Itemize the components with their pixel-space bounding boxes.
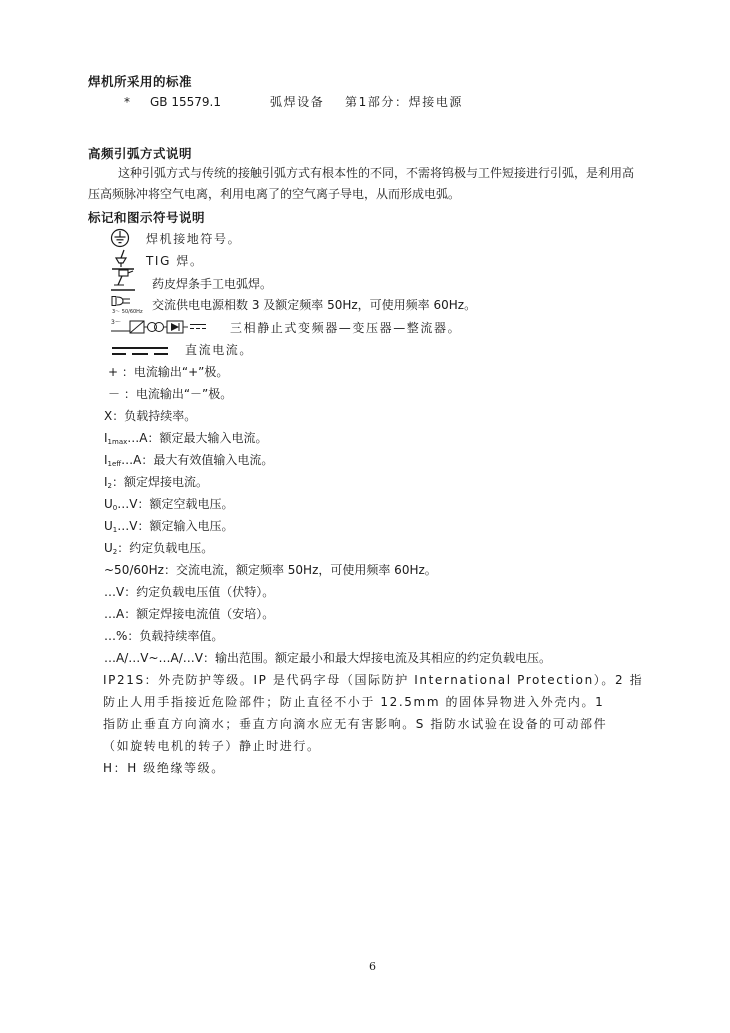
standard-heading: 焊机所采用的标准 [88,74,193,89]
h-class-label: H：H 级绝缘等级。 [103,761,225,775]
ip-line2: 防止人用手指接近危险部件；防止直径不小于 12.5mm 的固体异物进入外壳内。1 [103,695,605,709]
standard-bullet: * [124,95,130,109]
standard-title: 弧焊设备 [270,95,325,109]
inverter-icon-label: 3～ [111,319,121,326]
current-value-label: …A：额定焊接电流值（安培）。 [104,607,275,621]
ac-supply-label: 交流供电电源相数 3 及额定频率 50Hz，可使用频率 60Hz。 [152,298,477,312]
ac-supply-plug-icon [110,295,140,309]
u2-label: $U_2$：约定负载电压。 [104,541,214,556]
u1-label: $U_1\dots V$：额定输入电压。 [104,519,234,534]
hf-arc-heading: 高频引弧方式说明 [88,146,193,161]
i1max-label: $I_{1max}\dots A$：额定最大输入电流。 [104,431,268,446]
ground-icon [110,228,130,248]
ip-line3: 指防止垂直方向滴水；垂直方向滴水应无有害影响。S 指防水试验在设备的可动部件 [103,717,608,731]
output-range-label: …A/…V~…A/…V：输出范围。额定最小和最大焊接电流及其相应的约定负载电压。 [104,651,551,665]
ip-line1: IP21S：外壳防护等级。IP 是代码字母（国际防护 International Protection）。2 指 [103,673,644,687]
tig-label: TIG 焊。 [146,254,204,268]
ac-supply-icon-label: 3～ 50/60Hz [112,309,143,315]
dc-current-icon [110,344,170,358]
standard-part: 第1部分：焊接电源 [345,95,464,109]
i1eff-label: $I_{1eff}\dots A$：最大有效值输入电流。 [104,453,274,468]
ground-label: 焊机接地符号。 [146,232,242,246]
mma-label: 药皮焊条手工电弧焊。 [152,277,273,291]
inverter-label: 三相静止式变频器—变压器—整流器。 [230,321,462,335]
hf-arc-line2: 压高频脉冲将空气电离，利用电离了的空气离子导电，从而形成电弧。 [88,187,461,201]
ac-current-label: ~50/60Hz：交流电流，额定频率 50Hz，可使用频率 60Hz。 [104,563,437,577]
dc-label: 直流电流。 [185,343,254,357]
standard-code: GB 15579.1 [150,95,221,109]
symbols-heading: 标记和图示符号说明 [88,210,206,225]
ip-line4: （如旋转电机的转子）静止时进行。 [103,739,321,753]
voltage-value-label: …V：约定负载电压值（伏特）。 [104,585,275,599]
electrode-holder-icon [110,268,136,294]
duty-cycle-value-label: …%：负载持续率值。 [104,629,224,643]
plus-label: + ：电流输出“+”极。 [108,365,229,379]
i2-label: $I_2$：额定焊接电流。 [104,475,209,490]
inverter-chain-icon [110,318,216,336]
minus-label: － ：电流输出“－”极。 [108,387,233,401]
hf-arc-line1: 这种引弧方式与传统的接触引弧方式有根本性的不同，不需将钨极与工件短接进行引弧，是利用高 [118,166,635,180]
u0-label: $U_0\dots V$：额定空载电压。 [104,497,234,512]
page-number: 6 [369,960,376,973]
x-label: X：负载持续率。 [104,409,197,423]
